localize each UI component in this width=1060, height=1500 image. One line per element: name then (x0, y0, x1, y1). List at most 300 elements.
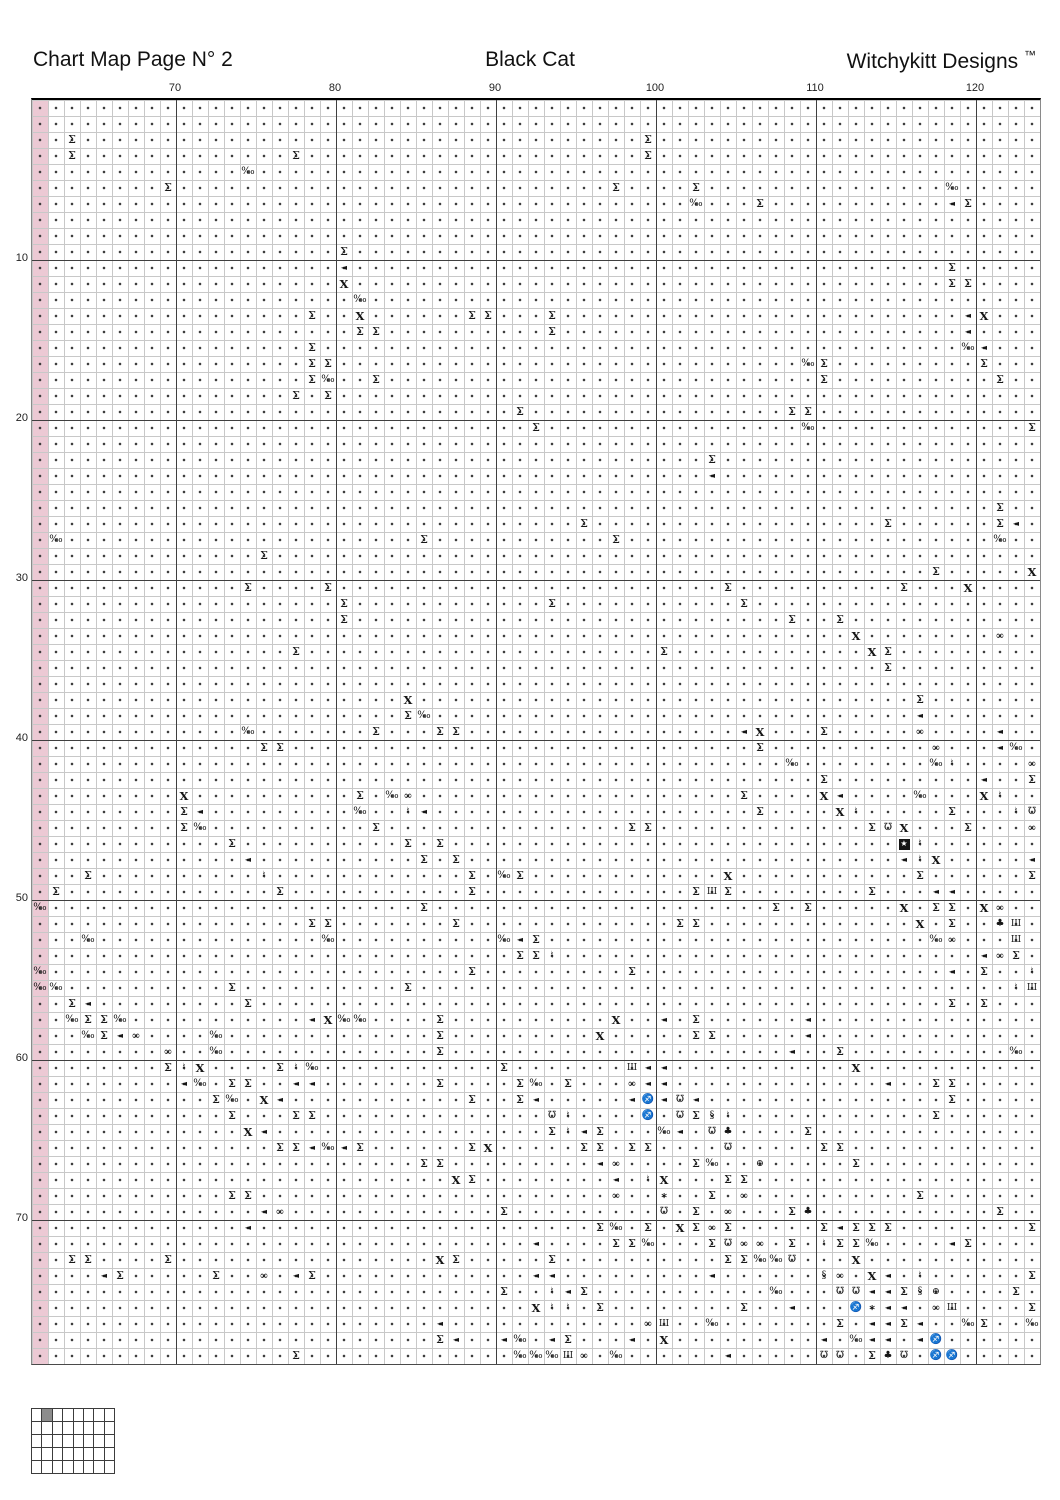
stitch-symbol: Σ (436, 1013, 444, 1026)
stitch-symbol: ◄ (292, 1079, 300, 1088)
stitch-symbol: ∞ (627, 1077, 637, 1090)
stitch-symbol: ‰ (801, 422, 815, 433)
stitch-symbol: Ш (1026, 983, 1038, 993)
stitch-symbol: ◄ (116, 1031, 124, 1040)
stitch-symbol: ◄ (500, 1335, 508, 1344)
stitch-symbol: ‰ (353, 1014, 367, 1025)
stitch-symbol: Σ (308, 357, 316, 370)
stitch-symbol: ⊕ (932, 1286, 940, 1297)
stitch-symbol: ◄ (532, 1271, 540, 1280)
stitch-symbol: Σ (1012, 1285, 1020, 1298)
stitch-symbol: Σ (1028, 869, 1036, 882)
stitch-symbol: ∞ (131, 1029, 141, 1042)
stitch-symbol: ♣ (803, 1206, 813, 1217)
stitch-symbol: Σ (100, 1013, 108, 1026)
stitch-symbol: Σ (468, 965, 476, 978)
stitch-symbol: ◄ (580, 1127, 588, 1136)
stitch-symbol: Σ (1028, 773, 1036, 786)
stitch-symbol: X (259, 1093, 269, 1107)
stitch-symbol: ‰ (353, 806, 367, 817)
stitch-symbol: ‰ (961, 342, 975, 353)
stitch-symbol: ♮ (1030, 966, 1034, 977)
stitch-symbol: ◄ (532, 1239, 540, 1248)
stitch-symbol: Σ (964, 821, 972, 834)
stitch-symbol: Σ (292, 1141, 300, 1154)
stitch-symbol: Σ (324, 581, 332, 594)
stitch-symbol: Σ (292, 645, 300, 658)
stitch-symbol: ‰ (769, 1254, 783, 1265)
stitch-symbol: Σ (916, 869, 924, 882)
stitch-symbol: Σ (180, 805, 188, 818)
stitch-symbol: Σ (932, 565, 940, 578)
stitch-symbol: ‰ (385, 790, 399, 801)
stitch-symbol: ‰ (913, 790, 927, 801)
stitch-symbol: Ш (626, 1063, 638, 1073)
stitch-symbol: ◄ (308, 1079, 316, 1088)
stitch-symbol: ∞ (163, 1045, 173, 1058)
stitch-symbol: ∞ (611, 1157, 621, 1170)
stitch-symbol: ‰ (705, 1318, 719, 1329)
stitch-symbol: ★ (900, 839, 908, 848)
stitch-symbol: Σ (916, 693, 924, 706)
stitch-symbol: X (979, 309, 989, 323)
stitch-symbol: Σ (836, 1141, 844, 1154)
stitch-symbol: ℧ (707, 1126, 717, 1137)
stitch-symbol: ◄ (1012, 519, 1020, 528)
stitch-symbol: ℧ (819, 1350, 829, 1361)
stitch-symbol: Σ (820, 725, 828, 738)
stitch-symbol: Σ (436, 1157, 444, 1170)
stitch-symbol: Σ (628, 821, 636, 834)
major-grid-line-horizontal (32, 260, 1040, 261)
stitch-symbol: Σ (804, 405, 812, 418)
stitch-symbol: Σ (164, 1061, 172, 1074)
stitch-symbol: Σ (612, 533, 620, 546)
stitch-symbol: ◄ (84, 999, 92, 1008)
stitch-symbol: Σ (804, 1125, 812, 1138)
stitch-symbol: ♮ (1014, 806, 1018, 817)
stitch-symbol: Σ (948, 261, 956, 274)
stitch-symbol: § (821, 1270, 827, 1281)
stitch-symbol: Σ (500, 1285, 508, 1298)
stitch-symbol: Σ (404, 837, 412, 850)
stitch-symbol: ◄ (788, 1303, 796, 1312)
stitch-symbol: Σ (548, 1253, 556, 1266)
stitch-symbol: ∞ (931, 1301, 941, 1314)
stitch-symbol: ◄ (932, 887, 940, 896)
stitch-symbol: ‰ (497, 934, 511, 945)
stitch-symbol: Σ (644, 821, 652, 834)
stitch-symbol: ‰ (1025, 1318, 1039, 1329)
stitch-symbol: ∞ (947, 933, 957, 946)
stitch-symbol: Σ (740, 789, 748, 802)
stitch-symbol: Σ (932, 1109, 940, 1122)
stitch-symbol: Σ (612, 1237, 620, 1250)
stitch-symbol: Σ (884, 645, 892, 658)
stitch-symbol: ◄ (884, 1319, 892, 1328)
stitch-symbol: Σ (548, 309, 556, 322)
stitch-symbol: Σ (1012, 949, 1020, 962)
grid-column-number: 120 (965, 82, 985, 94)
stitch-symbol: Σ (84, 1253, 92, 1266)
stitch-symbol: ∞ (739, 1189, 749, 1202)
stitch-symbol: Σ (468, 869, 476, 882)
stitch-symbol: ◄ (740, 727, 748, 736)
major-grid-line-vertical (976, 100, 977, 1364)
stitch-symbol: Σ (532, 421, 540, 434)
stitch-symbol: ◄ (1028, 855, 1036, 864)
stitch-symbol: ⊕ (756, 1158, 764, 1169)
stitch-symbol: Σ (820, 373, 828, 386)
stitch-symbol: ◄ (564, 1287, 572, 1296)
stitch-symbol: ◄ (644, 1063, 652, 1072)
stitch-symbol: Σ (516, 405, 524, 418)
stitch-symbol: Σ (452, 853, 460, 866)
stitch-symbol: X (899, 901, 909, 915)
stitch-symbol: ‰ (641, 1238, 655, 1249)
stitch-symbol: Σ (884, 661, 892, 674)
stitch-symbol: Σ (372, 725, 380, 738)
stitch-symbol: ∞ (1027, 757, 1037, 770)
stitch-symbol: Σ (468, 1173, 476, 1186)
stitch-symbol: Σ (324, 389, 332, 402)
stitch-symbol: Σ (836, 1237, 844, 1250)
stitch-symbol: Ш (1010, 935, 1022, 945)
stitch-symbol: X (595, 1029, 605, 1043)
stitch-symbol: ∞ (707, 1221, 717, 1234)
stitch-symbol: ℧ (659, 1206, 669, 1217)
stitch-symbol: Σ (308, 917, 316, 930)
stitch-symbol: X (355, 309, 365, 323)
stitch-symbol: ♐ (929, 1334, 943, 1345)
stitch-symbol: ∞ (915, 725, 925, 738)
stitch-symbol: ℧ (787, 1254, 797, 1265)
stitch-symbol: Σ (884, 1221, 892, 1234)
stitch-symbol: ℧ (851, 1286, 861, 1297)
stitch-symbol: Σ (692, 1029, 700, 1042)
stitch-symbol: Σ (244, 1077, 252, 1090)
stitch-symbol: X (435, 1253, 445, 1267)
grid-row-number: 30 (15, 572, 28, 584)
stitch-symbol: ‰ (81, 1030, 95, 1041)
stitch-symbol: ◄ (244, 855, 252, 864)
stitch-symbol: ‰ (497, 870, 511, 881)
stitch-symbol: ‰ (545, 1350, 559, 1361)
pagemap-cell (104, 1434, 115, 1448)
stitch-symbol: ♮ (550, 950, 554, 961)
stitch-symbol: ◄ (948, 887, 956, 896)
stitch-symbol: Σ (292, 1349, 300, 1362)
stitch-symbol: ‰ (33, 982, 47, 993)
stitch-symbol: ◄ (884, 1303, 892, 1312)
stitch-symbol: Σ (948, 1077, 956, 1090)
stitch-symbol: ‰ (81, 934, 95, 945)
stitch-symbol: ♐ (641, 1094, 655, 1105)
stitch-symbol: Σ (212, 1269, 220, 1282)
stitch-symbol: Σ (964, 197, 972, 210)
stitch-symbol: ♣ (723, 1126, 733, 1137)
stitch-symbol: Σ (68, 1253, 76, 1266)
stitch-symbol: ◄ (452, 1335, 460, 1344)
stitch-symbol: Σ (468, 1141, 476, 1154)
stitch-symbol: X (1027, 565, 1037, 579)
stitch-symbol: Σ (228, 1077, 236, 1090)
stitch-symbol: ℧ (883, 822, 893, 833)
stitch-symbol: Σ (532, 933, 540, 946)
stitch-symbol: X (899, 821, 909, 835)
stitch-symbol: Σ (180, 821, 188, 834)
stitch-symbol: Σ (292, 1109, 300, 1122)
stitch-symbol: ◄ (916, 1335, 924, 1344)
stitch-symbol: Σ (692, 885, 700, 898)
stitch-symbol: ♣ (883, 1350, 893, 1361)
stitch-symbol: Σ (260, 741, 268, 754)
stitch-symbol: Σ (548, 597, 556, 610)
stitch-symbol: Σ (52, 885, 60, 898)
stitch-symbol: Σ (276, 1141, 284, 1154)
stitch-symbol: ℧ (675, 1110, 685, 1121)
stitch-symbol: Σ (308, 1109, 316, 1122)
stitch-symbol: Σ (644, 1221, 652, 1234)
stitch-symbol: Σ (868, 821, 876, 834)
stitch-symbol: Σ (900, 1285, 908, 1298)
stitch-symbol: Σ (788, 613, 796, 626)
stitch-symbol: Σ (628, 1237, 636, 1250)
stitch-symbol: X (451, 1173, 461, 1187)
stitch-symbol: Σ (708, 1029, 716, 1042)
stitch-symbol: ♐ (929, 1350, 943, 1361)
stitch-symbol: ∗ (660, 1189, 668, 1202)
stitch-symbol: Σ (372, 325, 380, 338)
stitch-symbol: ℧ (1027, 806, 1037, 817)
stitch-symbol: ‰ (849, 1334, 863, 1345)
stitch-symbol: ∞ (739, 1237, 749, 1250)
stitch-symbol: ♮ (918, 854, 922, 865)
stitch-symbol: Σ (516, 1093, 524, 1106)
stitch-symbol: ‰ (769, 1286, 783, 1297)
stitch-symbol: ◄ (884, 1271, 892, 1280)
stitch-symbol: Σ (852, 1157, 860, 1170)
stitch-symbol: Σ (68, 133, 76, 146)
stitch-symbol: X (835, 805, 845, 819)
stitch-symbol: Σ (116, 1269, 124, 1282)
stitch-symbol: ‰ (241, 166, 255, 177)
stitch-symbol: ‰ (785, 758, 799, 769)
stitch-symbol: ◄ (596, 1159, 604, 1168)
stitch-symbol: ‰ (993, 534, 1007, 545)
page-title: Chart Map Page N° 2 (33, 48, 233, 71)
stitch-symbol: Σ (948, 917, 956, 930)
stitch-symbol: ◄ (948, 199, 956, 208)
stitch-symbol: Σ (612, 181, 620, 194)
stitch-symbol: Σ (500, 1061, 508, 1074)
stitch-symbol: X (243, 1125, 253, 1139)
stitch-symbol: ◄ (868, 1319, 876, 1328)
stitch-symbol: Σ (948, 805, 956, 818)
stitch-symbol: Σ (1028, 1301, 1036, 1314)
stitch-symbol: ∞ (723, 1205, 733, 1218)
stitch-symbol: Ш (562, 1351, 574, 1361)
stitch-symbol: Σ (420, 901, 428, 914)
stitch-symbol: Σ (340, 245, 348, 258)
stitch-symbol: Σ (868, 885, 876, 898)
stitch-symbol: Ш (706, 887, 718, 897)
stitch-symbol: Σ (308, 1269, 316, 1282)
stitch-symbol: Σ (948, 1093, 956, 1106)
stitch-symbol: Σ (964, 1237, 972, 1250)
stitch-symbol: ♮ (726, 1110, 730, 1121)
stitch-symbol: ◄ (644, 1079, 652, 1088)
stitch-symbol: Σ (84, 869, 92, 882)
stitch-symbol: ℧ (547, 1110, 557, 1121)
stitch-symbol: Σ (292, 149, 300, 162)
stitch-symbol: ‰ (961, 1318, 975, 1329)
stitch-symbol: Ш (1010, 919, 1022, 929)
stitch-symbol: Σ (724, 1221, 732, 1234)
stitch-symbol: ◄ (548, 1271, 556, 1280)
stitch-symbol: ∞ (579, 1349, 589, 1362)
stitch-symbol: ‰ (529, 1350, 543, 1361)
stitch-symbol: Σ (452, 725, 460, 738)
stitch-symbol: Σ (340, 597, 348, 610)
stitch-symbol: ◄ (692, 1095, 700, 1104)
stitch-symbol: Σ (852, 1237, 860, 1250)
stitch-symbol: ∞ (1027, 821, 1037, 834)
stitch-symbol: Σ (724, 885, 732, 898)
stitch-symbol: Σ (532, 949, 540, 962)
stitch-symbol: ‰ (929, 758, 943, 769)
stitch-symbol: Σ (980, 1317, 988, 1330)
stitch-symbol: Σ (868, 1349, 876, 1362)
stitch-symbol: ‰ (609, 1350, 623, 1361)
stitch-symbol: ‰ (1009, 742, 1023, 753)
stitch-symbol: ◄ (836, 791, 844, 800)
stitch-symbol: Σ (484, 309, 492, 322)
stitch-symbol: ◄ (804, 1031, 812, 1040)
stitch-symbol: ◄ (884, 1287, 892, 1296)
stitch-symbol: Σ (244, 1189, 252, 1202)
stitch-symbol: Σ (580, 1141, 588, 1154)
stitch-symbol: ◄ (900, 855, 908, 864)
stitch-symbol: ◄ (884, 1079, 892, 1088)
major-grid-line-vertical (496, 100, 497, 1364)
stitch-symbol: Σ (932, 1077, 940, 1090)
stitch-symbol: Σ (596, 1125, 604, 1138)
stitch-symbol: ◄ (340, 1143, 348, 1152)
stitch-symbol: ‰ (513, 1350, 527, 1361)
stitch-symbol: Σ (692, 917, 700, 930)
stitch-symbol: ◄ (884, 1335, 892, 1344)
stitch-symbol: Σ (436, 725, 444, 738)
stitch-symbol: Σ (516, 1077, 524, 1090)
stitch-symbol: ◄ (900, 1303, 908, 1312)
grid-row-number: 10 (15, 252, 28, 264)
stitch-symbol: ♮ (566, 1126, 570, 1137)
stitch-symbol: Σ (500, 1205, 508, 1218)
stitch-symbol: ♮ (998, 790, 1002, 801)
stitch-symbol: Σ (836, 613, 844, 626)
stitch-symbol: Σ (884, 517, 892, 530)
stitch-symbol: ◄ (916, 711, 924, 720)
stitch-symbol: Σ (436, 1029, 444, 1042)
stitch-symbol: ‰ (321, 374, 335, 385)
stitch-symbol: ‰ (33, 966, 47, 977)
stitch-symbol: Σ (1028, 1269, 1036, 1282)
stitch-symbol: ‰ (513, 1334, 527, 1345)
stitch-symbol: § (709, 1110, 715, 1121)
stitch-symbol: Σ (596, 1301, 604, 1314)
stitch-symbol: ◄ (532, 1095, 540, 1104)
stitch-symbol: ◄ (340, 263, 348, 272)
stitch-symbol: Σ (324, 357, 332, 370)
stitch-symbol: Σ (228, 1109, 236, 1122)
stitch-symbol: X (867, 645, 877, 659)
stitch-symbol: Σ (980, 357, 988, 370)
stitch-symbol: X (963, 581, 973, 595)
stitch-symbol: X (403, 693, 413, 707)
stitch-symbol: Σ (628, 965, 636, 978)
stitch-symbol: ‰ (337, 1014, 351, 1025)
stitch-symbol: X (723, 869, 733, 883)
stitch-symbol: ∞ (643, 1317, 653, 1330)
stitch-symbol: ∞ (931, 741, 941, 754)
stitch-symbol: ◄ (916, 1319, 924, 1328)
stitch-symbol: Σ (900, 581, 908, 594)
major-grid-line-horizontal (32, 740, 1040, 741)
stitch-symbol: ∞ (995, 949, 1005, 962)
stitch-symbol: ‰ (945, 182, 959, 193)
stitch-symbol: ∞ (835, 1269, 845, 1282)
grid-column-number: 100 (645, 82, 665, 94)
stitch-symbol: ‰ (609, 1222, 623, 1233)
stitch-symbol: X (819, 789, 829, 803)
stitch-symbol: ◄ (676, 1127, 684, 1136)
stitch-symbol: ◄ (980, 343, 988, 352)
stitch-symbol: Σ (372, 373, 380, 386)
stitch-symbol: Σ (308, 341, 316, 354)
stitch-symbol: Σ (596, 1221, 604, 1234)
stitch-symbol: ♮ (566, 1302, 570, 1313)
stitch-symbol: ♮ (262, 870, 266, 881)
pagemap-cell (104, 1421, 115, 1435)
stitch-symbol: ♮ (854, 806, 858, 817)
stitch-symbol: Σ (708, 1189, 716, 1202)
stitch-symbol: ◄ (708, 471, 716, 480)
stitch-symbol: X (323, 1013, 333, 1027)
stitch-symbol: ‰ (705, 1158, 719, 1169)
stitch-symbol: Σ (724, 1253, 732, 1266)
stitch-symbol: Σ (356, 789, 364, 802)
stitch-symbol: Σ (900, 1317, 908, 1330)
stitch-symbol: Σ (836, 1317, 844, 1330)
stitch-symbol: Σ (244, 581, 252, 594)
stitch-symbol: Σ (548, 325, 556, 338)
stitch-symbol: X (851, 1061, 861, 1075)
stitch-symbol: ‰ (65, 1014, 79, 1025)
stitch-symbol: ‰ (929, 934, 943, 945)
stitch-symbol: Σ (420, 853, 428, 866)
stitch-symbol: Σ (468, 885, 476, 898)
stitch-symbol: Σ (340, 613, 348, 626)
stitch-symbol: Σ (852, 1221, 860, 1234)
stitch-symbol: ◄ (244, 1223, 252, 1232)
stitch-symbol: ‰ (209, 1030, 223, 1041)
stitch-symbol: Σ (692, 1157, 700, 1170)
stitch-symbol: ‰ (193, 1078, 207, 1089)
stitch-symbol: Σ (164, 181, 172, 194)
stitch-symbol: ◄ (628, 1335, 636, 1344)
stitch-symbol: Σ (628, 1141, 636, 1154)
